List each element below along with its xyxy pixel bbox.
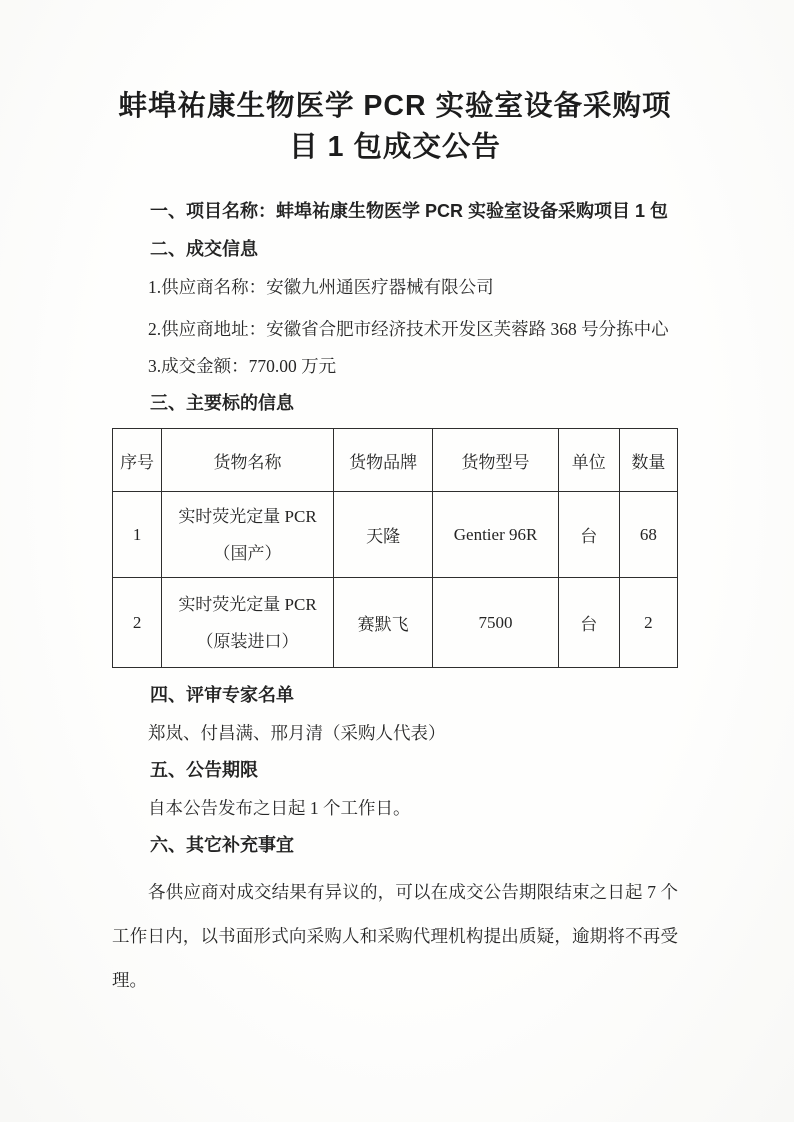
supplier-name-text: 1.供应商名称：安徽九州通医疗器械有限公司 bbox=[148, 277, 494, 297]
cell-unit: 台 bbox=[558, 492, 619, 578]
award-amount-text: 3.成交金额：770.00 万元 bbox=[148, 356, 337, 376]
cell-name bbox=[162, 492, 334, 578]
cell-qty: 2 bbox=[619, 578, 677, 668]
cell-name bbox=[162, 578, 334, 668]
cell-no: 2 bbox=[113, 578, 162, 668]
table-header-row bbox=[113, 429, 678, 492]
experts-list-text: 郑岚、付昌满、邢月清（采购人代表） bbox=[148, 723, 446, 743]
cell-unit: 台 bbox=[558, 578, 619, 668]
cell-qty: 68 bbox=[619, 492, 677, 578]
table-header-cell-unit: 单位 bbox=[558, 429, 619, 492]
document-title bbox=[112, 86, 678, 168]
title-line-2: 目 1 包成交公告 bbox=[289, 131, 501, 163]
cell-name-line-2: （原装进口） bbox=[196, 631, 299, 651]
subject-info-table bbox=[112, 428, 678, 668]
cell-model: 7500 bbox=[433, 578, 558, 668]
cell-no: 1 bbox=[113, 492, 162, 578]
table-header-cell-qty: 数量 bbox=[619, 429, 677, 492]
section-heading-notice-period: 五、公告期限 bbox=[150, 760, 258, 780]
table-header-cell-name: 货物名称 bbox=[162, 429, 334, 492]
section-heading-award-info: 二、成交信息 bbox=[150, 239, 258, 259]
cell-model: Gentier 96R bbox=[433, 492, 558, 578]
section-heading-subject-info: 三、主要标的信息 bbox=[150, 393, 294, 413]
title-line-1: 蚌埠祐康生物医学 PCR 实验室设备采购项 bbox=[118, 90, 672, 122]
cell-brand: 天隆 bbox=[333, 492, 432, 578]
cell-brand: 赛默飞 bbox=[333, 578, 432, 668]
supplement-text: 各供应商对成交结果有异议的，可以在成交公告期限结束之日起 7 个工作日内，以书面形式向采购人和采购代理机构提出质疑，逾期将不再受理。 bbox=[112, 882, 678, 990]
notice-period-text: 自本公告发布之日起 1 个工作日。 bbox=[148, 798, 411, 818]
cell-name-line-1: 实时荧光定量 PCR bbox=[178, 506, 317, 526]
section-heading-supplement: 六、其它补充事宜 bbox=[150, 835, 294, 855]
section-heading-experts: 四、评审专家名单 bbox=[150, 685, 294, 705]
cell-name-line-2: （国产） bbox=[213, 543, 282, 563]
table-header-cell-brand: 货物品牌 bbox=[333, 429, 432, 492]
section-heading-project-name: 一、项目名称：蚌埠祐康生物医学 PCR 实验室设备采购项目 1 包 bbox=[150, 201, 669, 221]
table-header-cell-model: 货物型号 bbox=[433, 429, 558, 492]
table-row bbox=[113, 578, 678, 668]
table-header-cell-no: 序号 bbox=[113, 429, 162, 492]
cell-name-line-1: 实时荧光定量 PCR bbox=[178, 594, 317, 614]
document-content bbox=[112, 0, 678, 1002]
supplier-address-text: 2.供应商地址：安徽省合肥市经济技术开发区芙蓉路 368 号分拣中心 bbox=[148, 319, 669, 339]
table-row bbox=[113, 492, 678, 578]
